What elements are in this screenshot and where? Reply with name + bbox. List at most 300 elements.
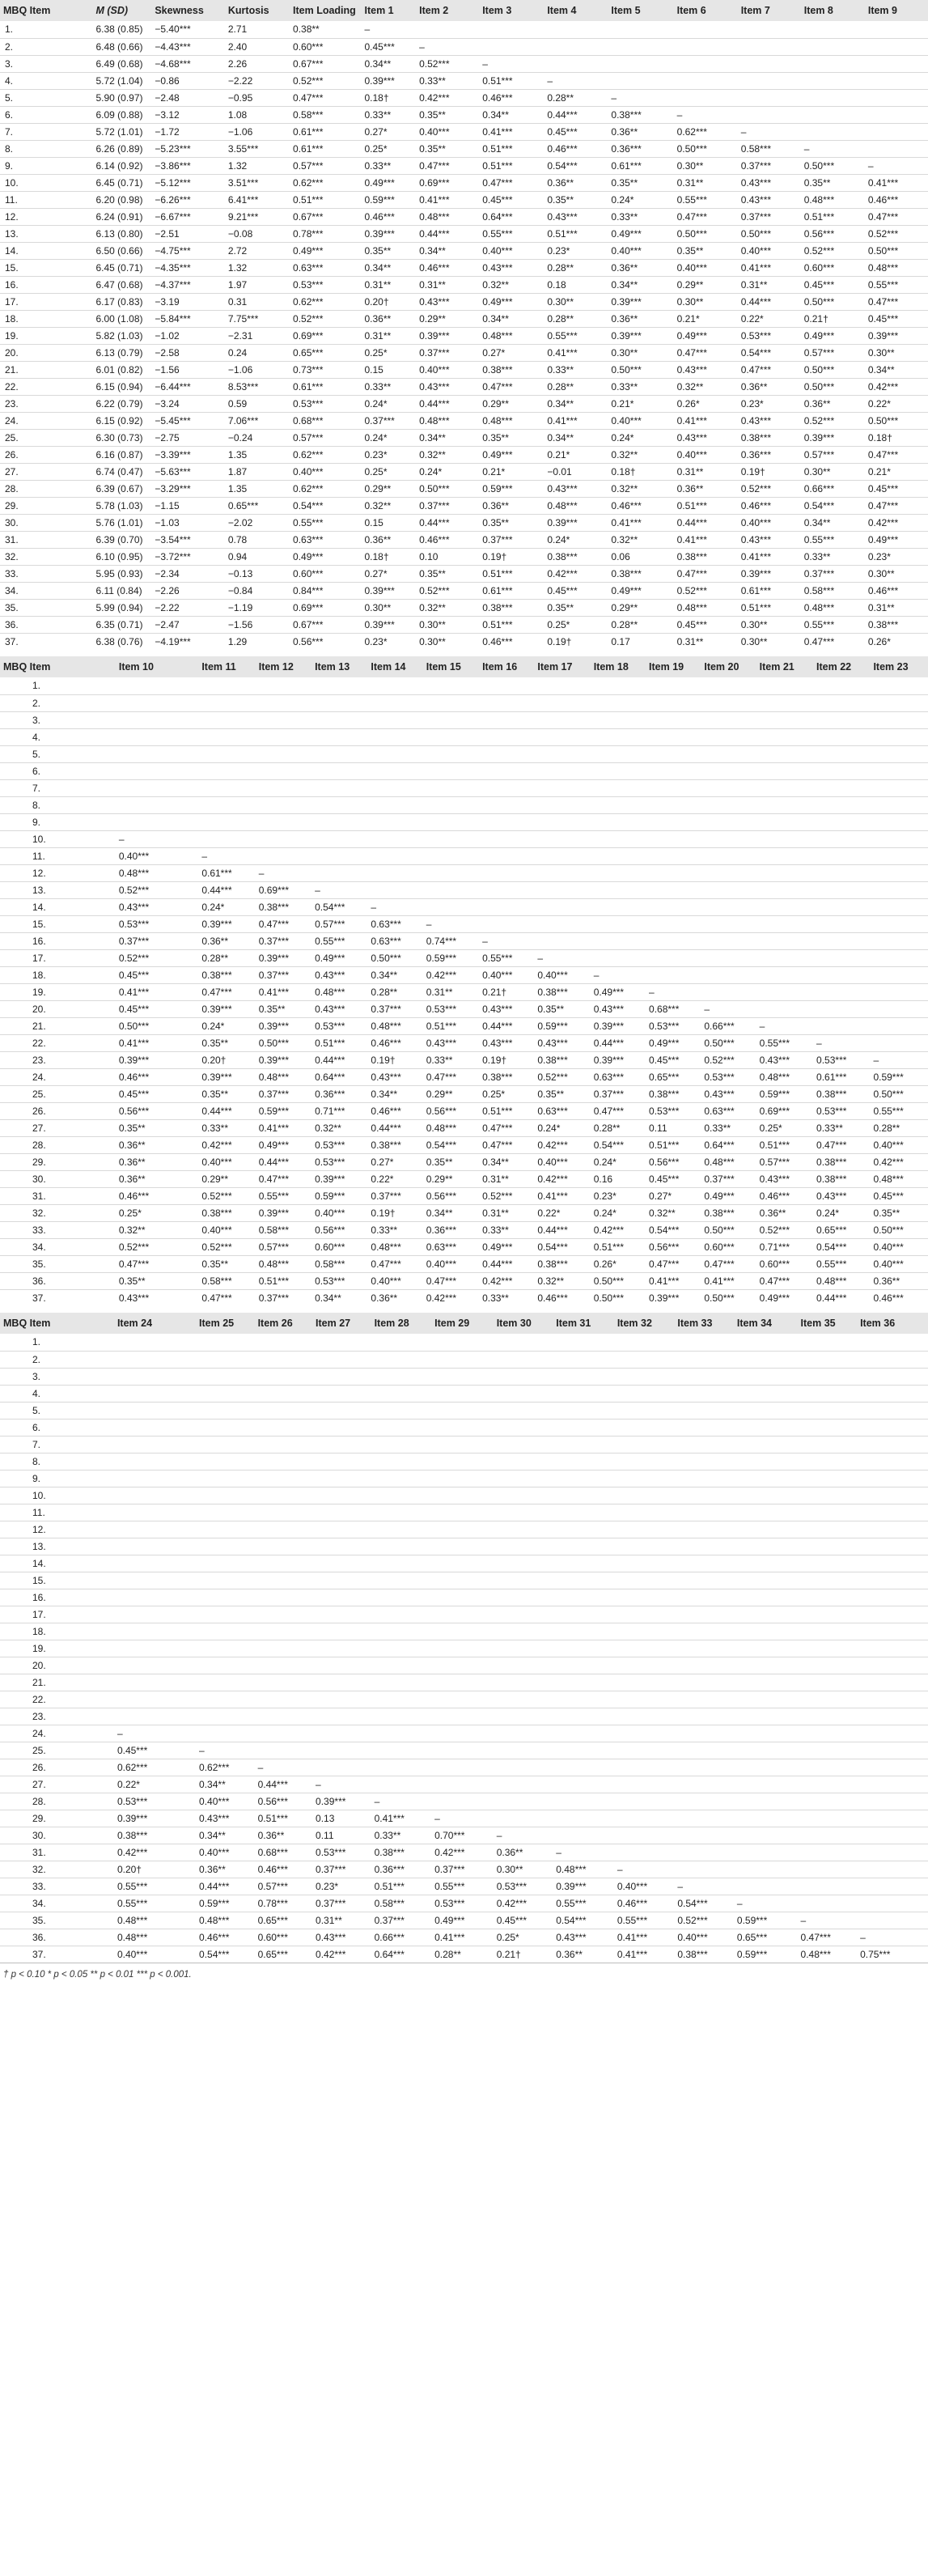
value-cell xyxy=(614,1759,675,1776)
value-cell: 0.24* xyxy=(419,465,443,477)
value-cell: 0.52*** xyxy=(201,1241,232,1253)
table-row xyxy=(0,1334,928,1351)
value-cell: 0.28** xyxy=(201,952,229,964)
table-row xyxy=(0,191,928,208)
value-cell xyxy=(196,1504,255,1521)
value-cell xyxy=(255,1640,312,1657)
table-row xyxy=(0,762,928,779)
item-number-cell: 11. xyxy=(32,1506,45,1518)
value-cell: 0.39*** xyxy=(803,431,835,443)
value-cell: 6.00 (1.08) xyxy=(95,312,143,325)
value-cell: 0.56*** xyxy=(649,1156,680,1168)
item-number-cell: 27. xyxy=(5,465,19,477)
value-cell xyxy=(734,1521,798,1538)
value-cell: 0.37*** xyxy=(740,210,772,223)
value-cell: 0.35** xyxy=(873,1207,900,1219)
value-cell xyxy=(534,677,590,694)
table-row xyxy=(0,847,928,864)
value-cell: 0.49*** xyxy=(611,227,642,240)
value-cell xyxy=(865,21,928,38)
value-cell: 0.38*** xyxy=(816,1088,847,1100)
value-cell: 0.28** xyxy=(547,91,574,104)
value-cell: 0.63*** xyxy=(371,935,401,947)
table-row xyxy=(0,174,928,191)
value-cell: 0.47*** xyxy=(258,918,290,930)
value-cell xyxy=(857,1538,928,1555)
value-cell: 0.47*** xyxy=(482,1139,513,1151)
value-cell xyxy=(870,949,928,966)
value-cell xyxy=(591,949,646,966)
value-cell xyxy=(312,1419,371,1436)
value-cell xyxy=(734,1453,798,1470)
value-cell xyxy=(255,1691,312,1708)
value-cell xyxy=(256,762,311,779)
value-cell xyxy=(312,1351,371,1368)
value-cell xyxy=(494,1572,553,1589)
value-cell xyxy=(870,830,928,847)
value-cell: 0.50*** xyxy=(867,244,899,257)
value-cell xyxy=(614,1572,675,1589)
value-cell: 0.21* xyxy=(611,397,634,410)
value-cell xyxy=(256,728,311,745)
value-cell xyxy=(701,847,756,864)
value-cell xyxy=(196,1640,255,1657)
value-cell: 3.51*** xyxy=(227,176,259,189)
value-cell: – xyxy=(374,1795,380,1807)
value-cell xyxy=(196,1436,255,1453)
value-cell xyxy=(255,1589,312,1606)
value-cell: 0.40*** xyxy=(740,244,772,257)
value-cell: 0.35** xyxy=(537,1088,565,1100)
value-cell xyxy=(431,1538,494,1555)
value-cell: 0.44*** xyxy=(199,1880,230,1892)
value-cell: 0.39*** xyxy=(364,227,395,240)
value-cell xyxy=(431,1504,494,1521)
value-cell: 0.42*** xyxy=(537,1139,568,1151)
table-row xyxy=(0,1368,928,1385)
item-number-cell: 19. xyxy=(32,986,46,998)
value-cell xyxy=(646,728,701,745)
item-number-cell: 1. xyxy=(5,23,14,36)
value-cell: 0.49*** xyxy=(293,244,324,257)
table-row xyxy=(0,344,928,361)
value-cell xyxy=(734,1606,798,1623)
value-cell: 0.43*** xyxy=(315,969,345,981)
value-cell: 0.31** xyxy=(316,1914,342,1926)
value-cell: 0.34** xyxy=(419,431,446,443)
value-cell: 0.58*** xyxy=(293,108,324,121)
value-cell xyxy=(674,1351,734,1368)
value-cell: 0.40*** xyxy=(537,1156,568,1168)
value-cell: 6.30 (0.73) xyxy=(95,431,143,443)
value-cell: 0.25* xyxy=(364,142,388,155)
value-cell xyxy=(114,1436,196,1453)
value-cell xyxy=(591,881,646,898)
value-cell: −3.72*** xyxy=(155,550,191,562)
value-cell: −4.43*** xyxy=(155,40,191,53)
value-cell xyxy=(870,1034,928,1051)
value-cell xyxy=(367,864,422,881)
item-number-cell: 33. xyxy=(32,1880,46,1892)
table-row xyxy=(0,1657,928,1674)
value-cell: 0.40*** xyxy=(419,125,450,138)
value-cell xyxy=(255,1402,312,1419)
value-cell: 0.36** xyxy=(556,1948,583,1960)
value-cell: 0.51*** xyxy=(482,1105,513,1117)
value-cell xyxy=(614,1470,675,1487)
value-cell: 0.47*** xyxy=(426,1275,457,1287)
value-cell: 0.39*** xyxy=(611,329,642,342)
value-cell: 0.49*** xyxy=(803,329,835,342)
item-number-cell: 25. xyxy=(32,1744,46,1756)
value-cell: 0.62*** xyxy=(293,448,324,460)
value-cell: 0.36** xyxy=(364,533,392,545)
value-cell: 0.33** xyxy=(419,74,446,87)
column-header: Item 33 xyxy=(674,1313,734,1334)
value-cell xyxy=(857,1555,928,1572)
value-cell xyxy=(312,1470,371,1487)
value-cell xyxy=(196,1470,255,1487)
value-cell xyxy=(431,1385,494,1402)
value-cell: 0.46*** xyxy=(611,499,642,511)
value-cell: 0.40*** xyxy=(117,1948,148,1960)
value-cell xyxy=(114,1504,196,1521)
value-cell xyxy=(857,1572,928,1589)
value-cell: 0.62*** xyxy=(293,295,324,308)
value-cell: 0.47*** xyxy=(371,1258,401,1270)
table-row xyxy=(0,1085,928,1102)
value-cell: 0.39*** xyxy=(201,1003,232,1015)
value-cell: 0.25* xyxy=(547,618,570,630)
value-cell xyxy=(870,1000,928,1017)
value-cell: 0.53*** xyxy=(315,1139,345,1151)
value-cell: 0.44*** xyxy=(258,1156,290,1168)
value-cell xyxy=(674,1385,734,1402)
item-number-cell: 23. xyxy=(32,1710,46,1722)
value-cell: 1.08 xyxy=(227,108,248,121)
value-cell: 0.23* xyxy=(593,1190,617,1202)
value-cell: 0.41*** xyxy=(547,346,578,359)
value-cell xyxy=(591,813,646,830)
value-cell: 0.34** xyxy=(199,1778,226,1790)
value-cell: 0.52*** xyxy=(118,1241,150,1253)
value-cell: 0.28** xyxy=(547,261,574,274)
value-cell xyxy=(494,1521,553,1538)
table-row xyxy=(0,123,928,140)
value-cell: – xyxy=(676,108,683,121)
value-cell xyxy=(553,1351,614,1368)
value-cell: 0.31** xyxy=(482,1207,509,1219)
item-number-cell: 7. xyxy=(32,1438,41,1450)
value-cell xyxy=(312,1555,371,1572)
value-cell xyxy=(423,711,479,728)
value-cell xyxy=(646,677,701,694)
value-cell: 0.60*** xyxy=(293,40,324,53)
value-cell xyxy=(857,1334,928,1351)
value-cell: 0.67*** xyxy=(293,57,324,70)
value-cell: 0.49*** xyxy=(704,1190,735,1202)
value-cell: 0.52*** xyxy=(419,57,450,70)
value-cell: 0.22* xyxy=(117,1778,140,1790)
value-cell xyxy=(534,847,590,864)
value-cell: 0.43*** xyxy=(740,193,772,206)
item-number-cell: 14. xyxy=(5,244,19,257)
value-cell: 0.53*** xyxy=(816,1105,847,1117)
value-cell: 0.59*** xyxy=(199,1897,230,1909)
table-row xyxy=(0,1238,928,1255)
value-cell: 0.41*** xyxy=(676,533,707,545)
value-cell: 0.24* xyxy=(593,1207,617,1219)
value-cell: 0.36** xyxy=(547,176,574,189)
value-cell xyxy=(608,38,673,55)
value-cell: 6.15 (0.94) xyxy=(95,380,143,393)
value-cell: 0.43*** xyxy=(199,1812,230,1824)
value-cell xyxy=(367,779,422,796)
value-cell: 0.28** xyxy=(371,986,398,998)
value-cell: 0.41*** xyxy=(611,516,642,528)
value-cell xyxy=(534,830,590,847)
value-cell: 0.31** xyxy=(676,635,704,647)
value-cell xyxy=(614,1606,675,1623)
value-cell xyxy=(674,1640,734,1657)
value-cell: 0.26* xyxy=(867,635,891,647)
value-cell xyxy=(798,1691,858,1708)
value-cell xyxy=(614,1351,675,1368)
table-row xyxy=(0,1912,928,1929)
value-cell: 0.42*** xyxy=(419,91,450,104)
value-cell: 0.38*** xyxy=(482,601,513,613)
value-cell: 6.24 (0.91) xyxy=(95,210,143,223)
value-cell xyxy=(674,1776,734,1793)
value-cell: 0.36*** xyxy=(315,1088,345,1100)
value-cell xyxy=(196,1453,255,1470)
column-header: Item 20 xyxy=(701,656,756,677)
value-cell: 0.35** xyxy=(201,1037,229,1049)
value-cell xyxy=(646,745,701,762)
value-cell: 0.69*** xyxy=(419,176,450,189)
value-cell: 0.61*** xyxy=(293,380,324,393)
value-cell xyxy=(870,932,928,949)
value-cell xyxy=(674,1453,734,1470)
value-cell xyxy=(255,1334,312,1351)
value-cell: −5.84*** xyxy=(155,312,191,325)
item-number-cell: 31. xyxy=(32,1190,46,1202)
value-cell: 0.40*** xyxy=(199,1846,230,1858)
value-cell xyxy=(367,813,422,830)
value-cell: 0.55*** xyxy=(434,1880,465,1892)
value-cell: −4.37*** xyxy=(155,278,191,291)
value-cell: 0.21* xyxy=(482,465,506,477)
value-cell: 0.60*** xyxy=(315,1241,345,1253)
value-cell: 0.70*** xyxy=(434,1829,465,1841)
value-cell: 0.51*** xyxy=(482,74,513,87)
value-cell: 0.30** xyxy=(740,635,768,647)
value-cell: 0.25* xyxy=(118,1207,142,1219)
value-cell: 0.49*** xyxy=(258,1139,290,1151)
value-cell xyxy=(614,1776,675,1793)
value-cell: 0.19† xyxy=(371,1054,396,1066)
value-cell: −1.03 xyxy=(155,516,180,528)
value-cell: 0.35** xyxy=(547,193,574,206)
value-cell xyxy=(494,1742,553,1759)
table-row xyxy=(0,1034,928,1051)
item-number-cell: 16. xyxy=(5,278,19,291)
value-cell xyxy=(553,1674,614,1691)
value-cell xyxy=(479,711,534,728)
value-cell xyxy=(423,677,479,694)
value-cell xyxy=(857,1742,928,1759)
value-cell: – xyxy=(740,125,747,138)
value-cell: 0.47*** xyxy=(704,1258,735,1270)
value-cell xyxy=(646,694,701,711)
value-cell xyxy=(813,864,870,881)
table-row xyxy=(0,310,928,327)
value-cell: 0.38*** xyxy=(867,618,899,630)
value-cell: 0.32** xyxy=(676,380,704,393)
value-cell: 0.28** xyxy=(547,380,574,393)
value-cell xyxy=(798,1742,858,1759)
value-cell xyxy=(813,779,870,796)
value-cell: 6.10 (0.95) xyxy=(95,550,143,562)
value-cell: 0.73*** xyxy=(293,363,324,376)
value-cell xyxy=(553,1691,614,1708)
value-cell: 6.22 (0.79) xyxy=(95,397,143,410)
item-number-cell: 3. xyxy=(32,714,41,726)
value-cell: 0.52*** xyxy=(537,1071,568,1083)
value-cell: 0.57*** xyxy=(803,346,835,359)
value-cell: 0.50*** xyxy=(873,1224,904,1236)
value-cell: 0.06 xyxy=(611,550,630,562)
value-cell: 0.33** xyxy=(803,550,831,562)
value-cell: – xyxy=(547,74,553,87)
value-cell xyxy=(701,745,756,762)
value-cell: −3.24 xyxy=(155,397,180,410)
value-cell: 0.48*** xyxy=(199,1914,230,1926)
value-cell: 0.30** xyxy=(419,618,446,630)
value-cell: 0.39*** xyxy=(258,1207,290,1219)
value-cell xyxy=(198,728,255,745)
item-number-cell: 32. xyxy=(32,1863,46,1875)
value-cell: −2.02 xyxy=(227,516,253,528)
value-cell xyxy=(371,1572,432,1589)
column-header: Item 17 xyxy=(534,656,590,677)
value-cell xyxy=(431,1657,494,1674)
value-cell xyxy=(553,1657,614,1674)
value-cell: 0.47*** xyxy=(419,159,450,172)
value-cell: 0.55*** xyxy=(759,1037,790,1049)
table-row xyxy=(0,1572,928,1589)
value-cell xyxy=(312,1504,371,1521)
value-cell: 0.35** xyxy=(676,244,704,257)
value-cell xyxy=(813,847,870,864)
value-cell xyxy=(614,1640,675,1657)
value-cell: 0.35** xyxy=(419,108,446,121)
table-row xyxy=(0,1555,928,1572)
value-cell: 0.39*** xyxy=(117,1812,148,1824)
value-cell: 7.75*** xyxy=(227,312,259,325)
value-cell: 0.55*** xyxy=(556,1897,587,1909)
table-row xyxy=(0,293,928,310)
value-cell xyxy=(494,1504,553,1521)
value-cell: 0.39*** xyxy=(364,584,395,596)
item-number-cell: 29. xyxy=(32,1812,46,1824)
table-row xyxy=(0,599,928,616)
column-header: Kurtosis xyxy=(225,0,290,21)
item-number-cell: 11. xyxy=(32,850,45,862)
value-cell xyxy=(198,762,255,779)
value-cell xyxy=(198,694,255,711)
value-cell: 0.42*** xyxy=(593,1224,625,1236)
value-cell: 0.27* xyxy=(364,567,388,579)
value-cell: 1.32 xyxy=(227,159,248,172)
value-cell xyxy=(738,89,801,106)
table-row xyxy=(0,1255,928,1272)
value-cell: 0.55*** xyxy=(482,952,513,964)
value-cell: 6.15 (0.92) xyxy=(95,414,143,427)
value-cell: 0.30** xyxy=(496,1863,523,1875)
value-cell: 0.50*** xyxy=(258,1037,290,1049)
value-cell xyxy=(494,1793,553,1810)
table-header-row xyxy=(0,656,928,677)
value-cell xyxy=(431,1776,494,1793)
correlation-table-items-10-23 xyxy=(0,656,928,1306)
value-cell xyxy=(734,1555,798,1572)
value-cell xyxy=(371,1419,432,1436)
table-row xyxy=(0,864,928,881)
value-cell xyxy=(196,1351,255,1368)
column-header: MBQ Item xyxy=(0,0,92,21)
value-cell xyxy=(734,1691,798,1708)
value-cell: 0.43*** xyxy=(704,1088,735,1100)
value-cell xyxy=(553,1725,614,1742)
value-cell: 0.40*** xyxy=(201,1224,232,1236)
value-cell: 0.48*** xyxy=(803,601,835,613)
value-cell: 0.59 xyxy=(227,397,248,410)
column-header: Item 12 xyxy=(256,656,311,677)
table-row xyxy=(0,1946,928,1963)
value-cell xyxy=(311,830,367,847)
value-cell xyxy=(479,864,534,881)
value-cell xyxy=(614,1793,675,1810)
value-cell: 0.23* xyxy=(364,448,388,460)
value-cell: 0.31** xyxy=(364,329,392,342)
value-cell: 0.47*** xyxy=(676,346,707,359)
value-cell xyxy=(198,711,255,728)
value-cell xyxy=(311,779,367,796)
value-cell: 0.53*** xyxy=(816,1054,847,1066)
value-cell xyxy=(756,711,813,728)
value-cell xyxy=(255,1742,312,1759)
item-number-cell: 23. xyxy=(5,397,19,410)
value-cell xyxy=(553,1419,614,1436)
value-cell: 0.59*** xyxy=(736,1948,768,1960)
value-cell: 0.45*** xyxy=(676,618,707,630)
value-cell xyxy=(423,813,479,830)
value-cell: 0.40*** xyxy=(118,850,150,862)
value-cell xyxy=(431,1572,494,1589)
value-cell: 0.15 xyxy=(364,516,383,528)
table-row xyxy=(0,1385,928,1402)
value-cell: 0.29** xyxy=(611,601,638,613)
value-cell: 0.48*** xyxy=(867,261,899,274)
table-row xyxy=(0,480,928,497)
item-number-cell: 2. xyxy=(5,40,14,53)
value-cell: 0.45*** xyxy=(873,1190,904,1202)
value-cell: 0.51*** xyxy=(649,1139,680,1151)
value-cell: 0.10 xyxy=(419,550,439,562)
value-cell xyxy=(701,728,756,745)
value-cell: −2.31 xyxy=(227,329,253,342)
